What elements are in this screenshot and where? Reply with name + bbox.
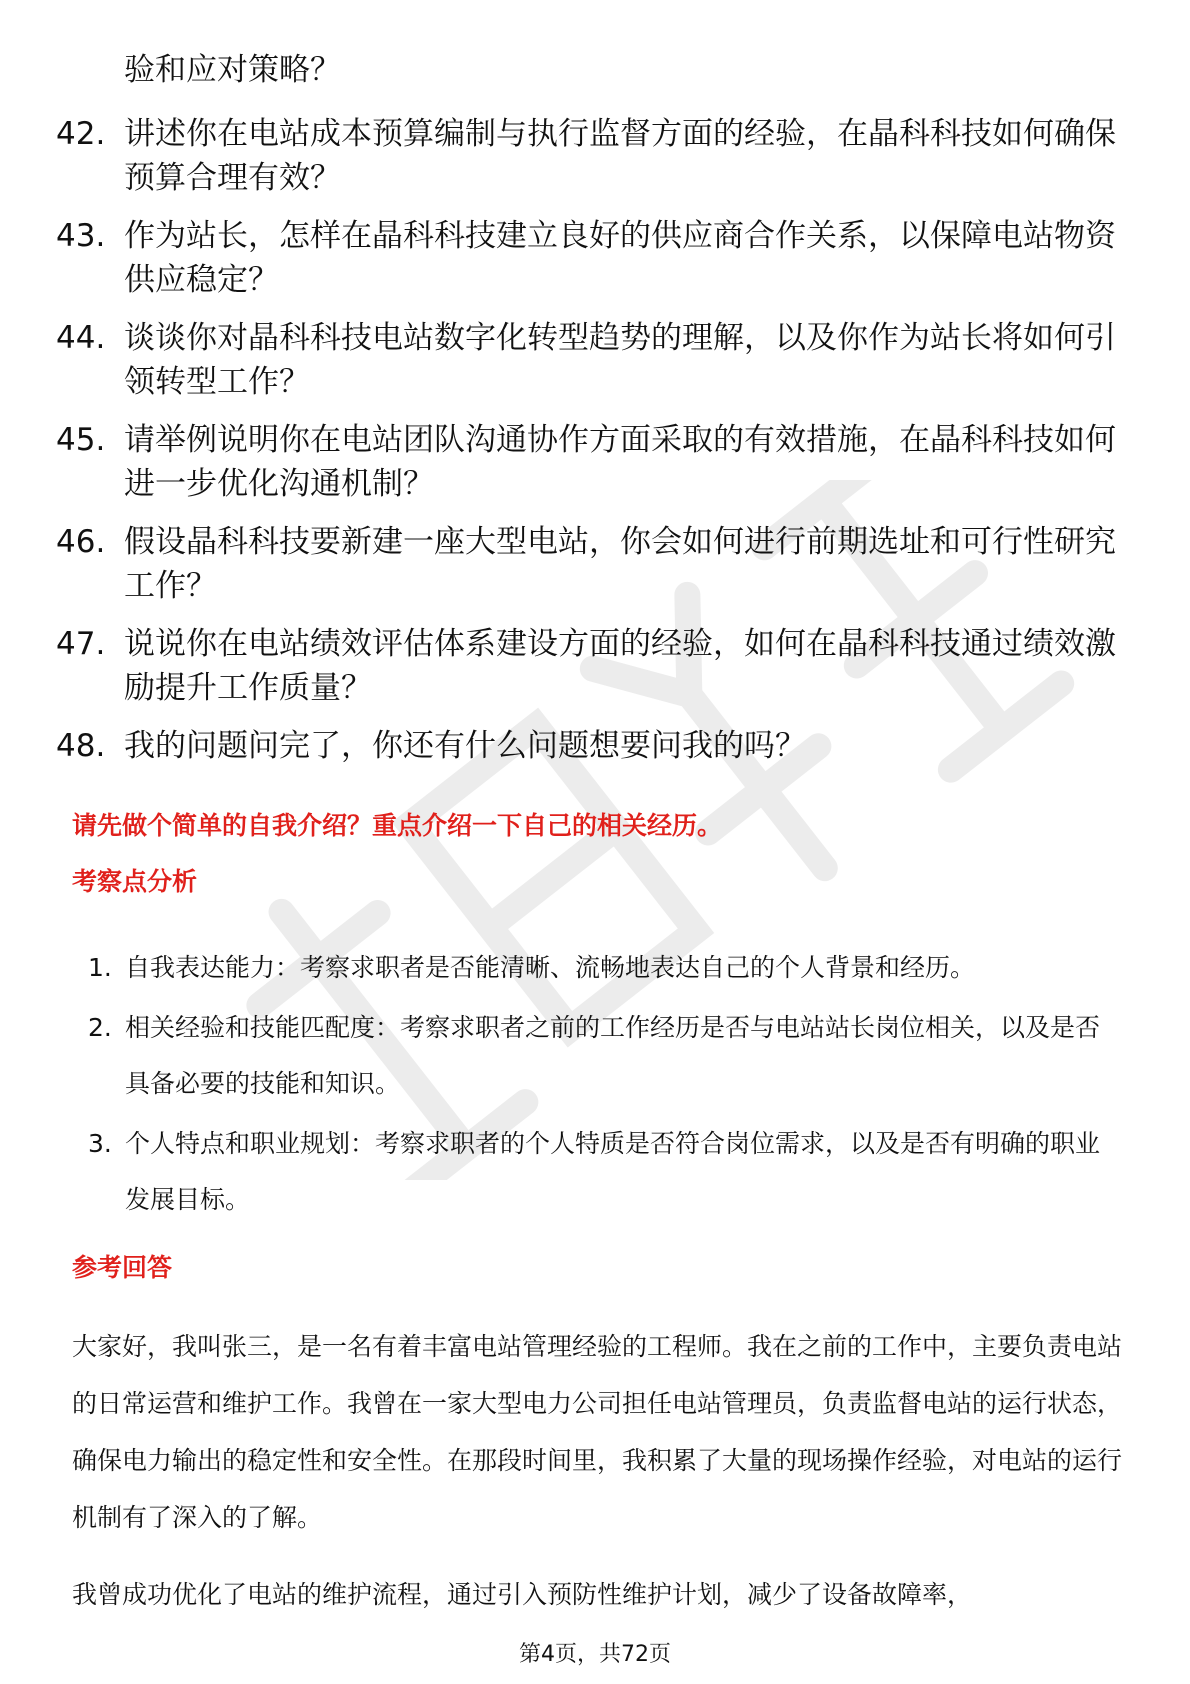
question-item (56, 418, 1116, 506)
point-text: 相关经验和技能匹配度：考察求职者之前的工作经历是否与电站站长岗位相关，以及是否具备必要的技能和知识。 (125, 1013, 1101, 1098)
question-number: 45. (56, 422, 106, 458)
answer-heading: 参考回答 (72, 1253, 173, 1282)
point-number: 1. (88, 953, 112, 982)
question-text: 讲述你在电站成本预算编制与执行监督方面的经验，在晶科科技如何确保预算合理有效？ (124, 116, 1116, 196)
question-item (56, 316, 1116, 404)
question-continuation: 验和应对策略？ (124, 52, 341, 88)
answer-paragraph: 我曾成功优化了电站的维护流程，通过引入预防性维护计划，减少了设备故障率， (72, 1580, 973, 1609)
question-number: 42. (56, 116, 106, 152)
question-text: 说说你在电站绩效评估体系建设方面的经验，如何在晶科科技通过绩效激励提升工作质量？ (124, 626, 1116, 706)
featured-question: 请先做个简单的自我介绍？重点介绍一下自己的相关经历。 (72, 811, 723, 840)
question-text: 作为站长，怎样在晶科科技建立良好的供应商合作关系，以保障电站物资供应稳定？ (124, 218, 1116, 298)
question-list (56, 112, 1116, 782)
analysis-point (88, 1000, 1118, 1112)
point-text: 自我表达能力：考察求职者是否能清晰、流畅地表达自己的个人背景和经历。 (125, 953, 976, 982)
question-number: 43. (56, 218, 106, 254)
answer-paragraph: 大家好，我叫张三，是一名有着丰富电站管理经验的工程师。我在之前的工作中，主要负责电站的日常运营和维护工作。我曾在一家大型电力公司担任电站管理员，负责监督电站的运行状态，确保电力输出的稳定性和安全性。在那段时间里，我积累了大量的现场操作经验，对电站的运行机制有了深入的了解。 (72, 1332, 1123, 1532)
analysis-point (88, 940, 1118, 996)
point-text: 个人特点和职业规划：考察求职者的个人特质是否符合岗位需求，以及是否有明确的职业发展目标。 (125, 1129, 1101, 1214)
question-number: 44. (56, 320, 106, 356)
question-item (56, 622, 1116, 710)
question-number: 46. (56, 524, 106, 560)
question-text: 谈谈你对晶科科技电站数字化转型趋势的理解，以及你作为站长将如何引领转型工作？ (124, 320, 1116, 400)
analysis-points (88, 940, 1118, 1232)
question-item (56, 112, 1116, 200)
analysis-point (88, 1116, 1118, 1228)
page-footer: 第4页，共72页 (519, 1642, 671, 1667)
question-item (56, 520, 1116, 608)
question-number: 48. (56, 728, 106, 764)
question-text: 请举例说明你在电站团队沟通协作方面采取的有效措施，在晶科科技如何进一步优化沟通机制？ (124, 422, 1116, 502)
point-number: 3. (88, 1129, 112, 1158)
question-text: 我的问题问完了，你还有什么问题想要问我的吗？ (124, 728, 806, 764)
question-item (56, 724, 1116, 768)
question-number: 47. (56, 626, 106, 662)
analysis-heading: 考察点分析 (72, 867, 198, 896)
question-text: 假设晶科科技要新建一座大型电站，你会如何进行前期选址和可行性研究工作？ (124, 524, 1116, 604)
point-number: 2. (88, 1013, 112, 1042)
question-item (56, 214, 1116, 302)
